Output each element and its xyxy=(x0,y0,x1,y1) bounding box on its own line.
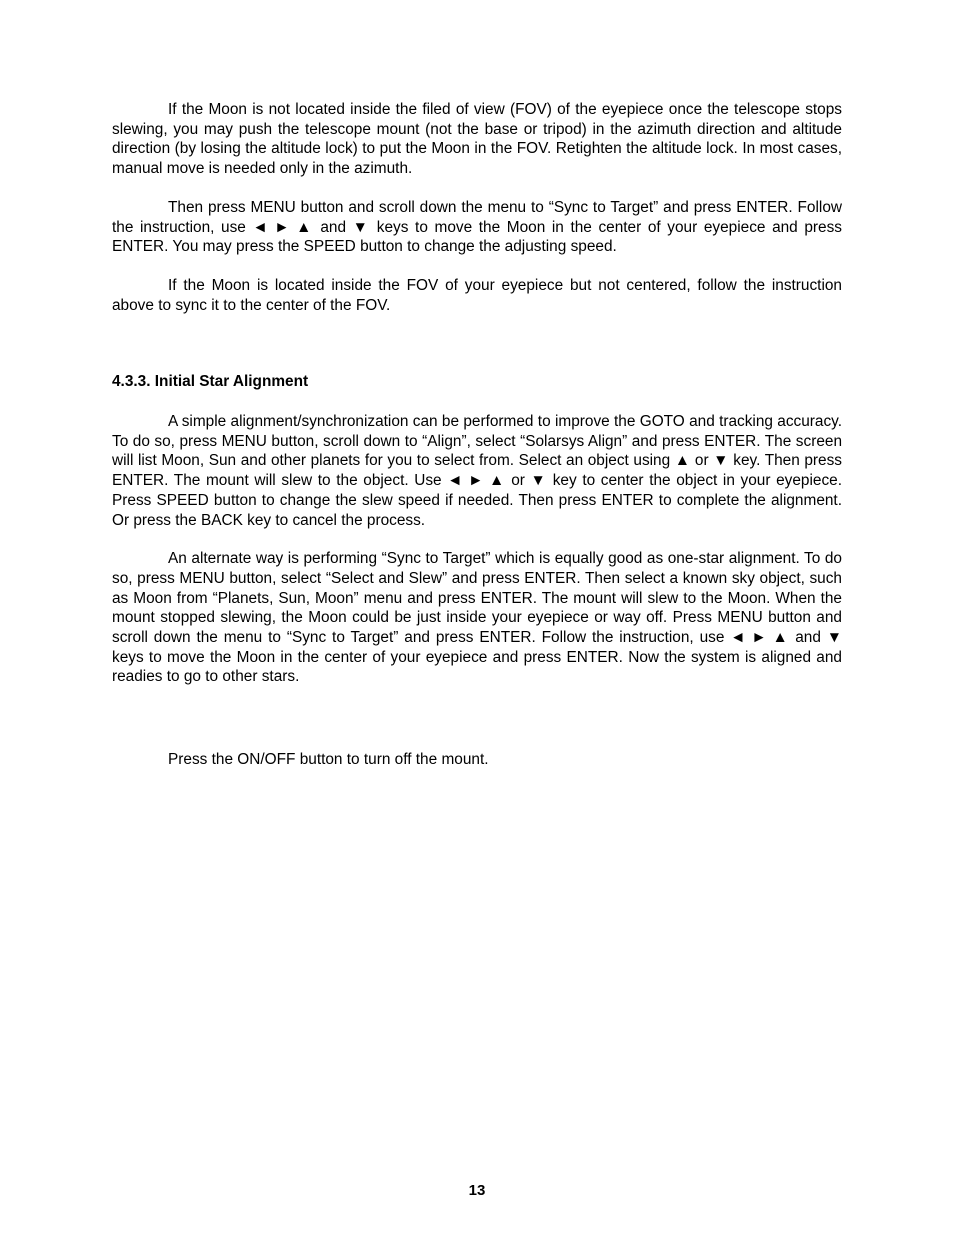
page-number: 13 xyxy=(468,1182,486,1199)
paragraph-manual-move: If the Moon is not located inside the filed of view (FOV) of the eyepiece once the telescope stops slewing, you may push the telescope mount (not the base or tripod) in the azimuth direction and altitude direction (by losing the altitude lock) to put the Moon in the FOV. Retighten the altitude lock. In most cases, manual move is needed only in the azimuth. xyxy=(112,101,842,178)
paragraph-alternate-way: An alternate way is performing “Sync to Target” which is equally good as one-star alignment. To do so, press MENU button, select “Select and Slew” and press ENTER. Then select a known sky object, such as Moon from “Planets, Sun, Moon” menu and press ENTER. The mount will slew to the Moon. When the mount stopped slewing, the Moon could be just inside your eyepiece or way off. Press MENU button and scroll down the menu to “Sync to Target” and press ENTER. Follow the instruction, use ◄ ► ▲ and ▼ keys to move the Moon in the center of your eyepiece and press ENTER. Now the system is aligned and readies to go to other stars. xyxy=(112,550,842,686)
document-page xyxy=(112,100,842,770)
section-heading: 4.3.3. Initial Star Alignment xyxy=(112,373,309,391)
paragraph-not-centered: If the Moon is located inside the FOV of your eyepiece but not centered, follow the instruction above to sync it to the center of the FOV. xyxy=(112,276,842,314)
paragraph-sync-to-target: Then press MENU button and scroll down the menu to “Sync to Target” and press ENTER. Follow the instruction, use ◄ ► ▲ and ▼ keys to move the Moon in the center of your eyepiece and press ENTER. You may press the SPEED button to change the adjusting speed. xyxy=(112,198,842,256)
paragraph-turn-off: Press the ON/OFF button to turn off the mount. xyxy=(168,751,489,769)
paragraph-simple-alignment: A simple alignment/synchronization can be performed to improve the GOTO and tracking accuracy. To do so, press MENU button, scroll down to “Align”, select “Solarsys Align” and press ENTER. The screen will list Moon, Sun and other planets for you to select from. Select an object using ▲ or ▼ key. Then press ENTER. The mount will slew to the object. Use ◄ ► ▲ or ▼ key to center the object in your eyepiece. Press SPEED button to change the slew speed if needed. Then press ENTER to complete the alignment. Or press the BACK key to cancel the process. xyxy=(112,413,842,529)
